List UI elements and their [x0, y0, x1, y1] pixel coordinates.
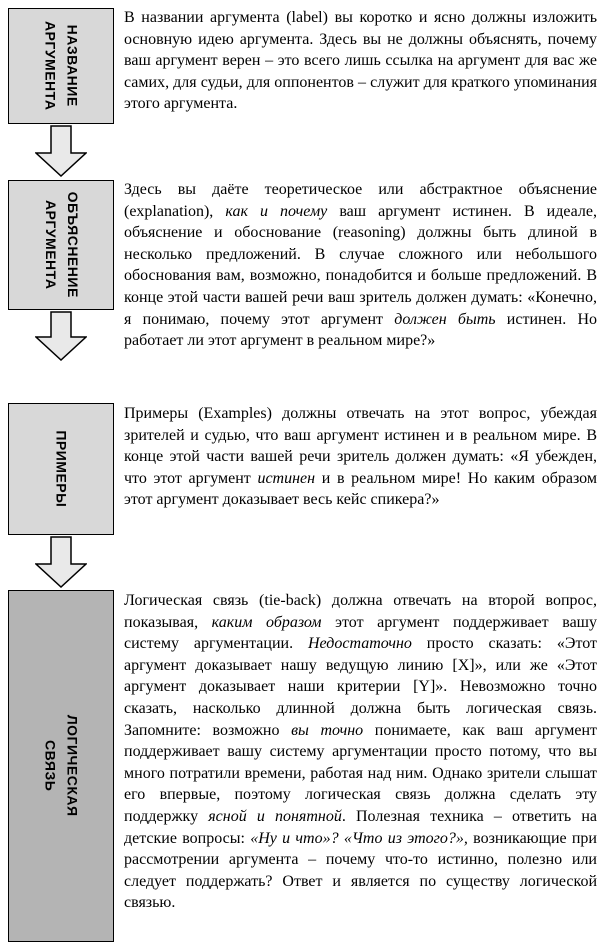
down-arrow-icon [35, 311, 87, 361]
down-arrow-icon [35, 536, 87, 588]
flow-box-argument-explanation-text [39, 192, 82, 298]
paragraph-argument-explanation: Здесь вы даёте теоретическое или абстрактное объяснение (explanation), как и почему ваш аргумент истинен. В идеале, объяснение и обоснование (reasoning) должны быть длиной в несколько предложений. В случае сложного или небольшого обоснования вам, возможно, понадобится и больше предложений. В конце этой части вашей речи ваш зритель должен думать: «Конечно, я понимаю, почему этот аргумент должен быть истинен. Но работает ли этот аргумент в реальном мире?» [124, 181, 597, 350]
paragraph-tie-back: Логическая связь (tie-back) должна отвечать на второй вопрос, показывая, каким образом этот аргумент поддерживает вашу систему аргументации. Недостаточно просто сказать: «Этот аргумент доказывает нашу ведущую линию [X]», или же «Этот аргумент доказывает наши критерии [Y]». Невозможно точно сказать, насколько длинной должна быть логическая связь. Запомните: возможно вы точно понимаете, как ваш аргумент поддерживает вашу систему аргументации просто потому, что вы много потратили времени, работая над ним. Однако зрители слышат его впервые, поэтому логическая связь должна сделать эту поддержку ясной и понятной. Полезная техника – ответить на детские вопросы: «Ну и что»? «Что из этого?», возникающие при рассмотрении аргумента – почему что-то истинно, полезно или следует поддержать? Ответ и является по существу логической связью. [124, 592, 598, 912]
down-arrow-icon [35, 125, 87, 177]
paragraph-argument-label: В названии аргумента (label) вы коротко и ясно должны изложить основную идею аргумента. Здесь вы не должны объяснять, почему ваш аргумент верен – это всего лишь ссылка на аргумент для вас же самих, для судьи, для оппонентов – служит для краткого упоминания этого аргумента. [124, 9, 597, 113]
box-label-line: АРГУМЕНТА [43, 200, 60, 290]
box-label-line: ЛОГИЧЕСКАЯ [64, 715, 81, 817]
paragraph-examples: Примеры (Examples) должны отвечать на этот вопрос, убеждая зрителей и судью, что ваш аргумент истинен и в реальном мире. В конце этой части вашей речи зритель должен думать: «Я убежден, что этот аргумент истинен и в реальном мире! Но каким образом этот аргумент доказывает весь кейс спикера?» [124, 405, 597, 509]
flow-box-argument-label [8, 8, 114, 124]
flow-box-argument-explanation [8, 180, 114, 310]
flow-box-tie-back-text [39, 715, 82, 817]
flow-box-tie-back [8, 590, 114, 942]
box-label-line: ПРИМЕРЫ [53, 430, 70, 508]
flow-box-argument-label-text [39, 21, 82, 110]
box-label-line: СВЯЗЬ [43, 740, 59, 792]
box-label-line: НАЗВАНИЕ [64, 24, 81, 108]
box-label-line: АРГУМЕНТА [42, 21, 59, 111]
flow-box-examples-text [50, 430, 72, 507]
box-label-line: ОБЪЯСНЕНИЕ [64, 191, 81, 299]
flow-box-examples [8, 403, 114, 535]
